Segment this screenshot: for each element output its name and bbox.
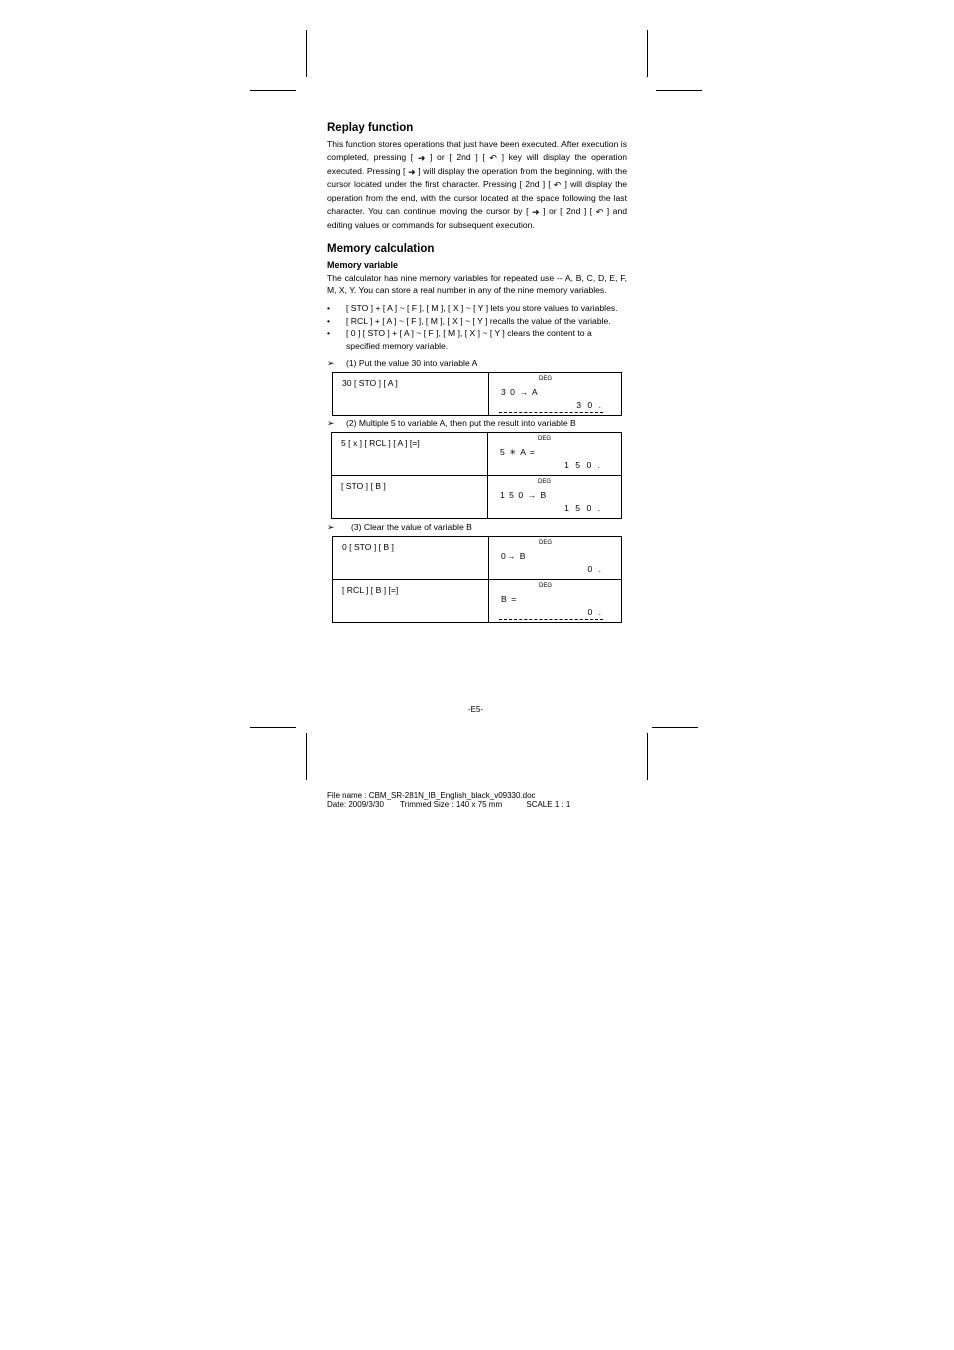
replay-text: ] will display the operation from the beginning, with the cursor located under the first character. Pressing [ 2nd ] [ (327, 165, 627, 190)
key-sequence: 5 [ x ] [ RCL ] [ A ] [=] (332, 432, 488, 475)
calculator-display (488, 476, 620, 518)
list-item-text: [ RCL ] + [ A ] ~ [ F ], [ M ], [ X ] ~ [ Y ] recalls the value of the variable. (346, 315, 611, 326)
table-row (333, 372, 622, 415)
memory-bullet-list (327, 302, 627, 352)
bullet-icon: • (327, 315, 331, 326)
undo-icon: ↶ (595, 206, 604, 217)
crop-mark (250, 727, 296, 728)
display-expression: 3 0 → A (501, 386, 539, 397)
key-sequence: [ RCL ] [ B ] [=] (333, 579, 489, 622)
display-result: 3 0 . (576, 399, 603, 410)
list-item (327, 302, 627, 315)
key-sequence: 0 [ STO ] [ B ] (333, 536, 489, 579)
deg-indicator: DEG (538, 435, 552, 442)
key-sequence: [ STO ] [ B ] (332, 475, 488, 518)
replay-paragraph (327, 138, 627, 232)
step-2-title: ➢ (2) Multiple 5 to variable A, then put the result into variable B (327, 417, 576, 428)
deg-indicator: DEG (539, 539, 553, 546)
undo-icon: ↶ (553, 180, 562, 191)
replay-text: ] and editing values or commands for subsequent execution. (327, 205, 628, 230)
arrowhead-icon: ➢ (327, 417, 335, 428)
memory-subheading: Memory variable (327, 259, 399, 270)
table-row (332, 432, 622, 475)
display-dash-line (499, 412, 603, 413)
right-arrow-icon: ➜ (417, 152, 426, 163)
replay-text: This function stores operations that just have been executed. After execution is completed, pressing [ (327, 139, 627, 162)
deg-indicator: DEG (539, 375, 553, 382)
crop-mark (306, 733, 307, 780)
list-item (327, 315, 627, 328)
replay-heading: Replay function (327, 122, 414, 134)
table-row (333, 579, 622, 622)
display-expression: B = (501, 593, 518, 604)
display-cell (488, 475, 622, 518)
arrowhead-icon: ➢ (327, 521, 335, 532)
crop-mark (656, 90, 702, 91)
bullet-icon: • (327, 303, 331, 314)
replay-text: ] key will display the operation executed. Pressing [ (327, 151, 627, 176)
display-expression: 0→ B (501, 550, 527, 561)
list-item (327, 327, 627, 352)
table-row (333, 536, 622, 579)
deg-indicator: DEG (539, 582, 553, 589)
footer-date: Date: 2009/3/30 (327, 800, 384, 809)
crop-mark (647, 30, 648, 77)
calculator-display (489, 373, 621, 415)
footer-info (327, 800, 570, 809)
display-expression: 1 5 0 → B (500, 489, 548, 500)
undo-icon: ↶ (489, 152, 497, 163)
display-expression: 5 ✳ A = (500, 446, 536, 457)
calculator-display (488, 433, 620, 475)
display-result: 0 . (587, 606, 603, 617)
display-cell (489, 372, 622, 415)
footer-trimmed-size: Trimmed Size : 140 x 75 mm (400, 800, 503, 809)
display-dash-line (499, 619, 603, 620)
memory-heading: Memory calculation (327, 242, 435, 255)
step-1-table (332, 372, 622, 416)
replay-text: ] or [ 2nd ] [ (543, 205, 593, 216)
step-3-title: ➢ (3) Clear the value of variable B (327, 521, 472, 532)
step-1-title: ➢ (1) Put the value 30 into variable A (327, 357, 478, 368)
replay-text: ] will display the operation from the end, with the cursor located at the space following the last character. You can continue moving the cursor by [ (327, 179, 628, 216)
calculator-display (489, 537, 621, 579)
display-cell (489, 579, 622, 622)
list-item-text: [ STO ] + [ A ] ~ [ F ], [ M ], [ X ] ~ [ Y ] lets you store values to variables. (346, 303, 618, 314)
footer-file-name: File name : CBM_SR-281N_IB_English_black_v09330.doc (327, 791, 536, 800)
display-result: 1 5 0 . (564, 459, 602, 470)
replay-text: ] or [ 2nd ] [ (430, 151, 485, 162)
crop-mark (647, 733, 648, 780)
right-arrow-icon: ➜ (532, 206, 540, 217)
right-arrow-icon: ➜ (408, 166, 416, 177)
crop-mark (250, 90, 296, 91)
key-sequence: 30 [ STO ] [ A ] (333, 372, 489, 415)
display-result: 0 . (587, 563, 603, 574)
table-row (332, 475, 622, 518)
memory-intro: The calculator has nine memory variables for repeated use -- A, B, C, D, E, F, M, X, Y. You can store a real number in any of the nine memory variables. (327, 272, 627, 296)
page-content (327, 120, 627, 623)
list-item-text: [ 0 ] [ STO ] + [ A ] ~ [ F ], [ M ], [ X ] ~ [ Y ] clears the content to a specified memory variable. (346, 328, 592, 351)
step-2-table (331, 432, 622, 519)
crop-mark (306, 30, 307, 77)
display-cell (488, 432, 622, 475)
bullet-icon: • (327, 328, 331, 339)
arrowhead-icon: ➢ (327, 357, 335, 368)
footer-scale: SCALE 1 : 1 (526, 800, 571, 809)
page-number: -E5- (468, 705, 484, 714)
crop-mark (652, 727, 698, 728)
step-3-table (332, 536, 622, 623)
calculator-display (489, 580, 621, 622)
display-cell (489, 536, 622, 579)
deg-indicator: DEG (538, 478, 552, 485)
display-result: 1 5 0 . (564, 502, 602, 513)
